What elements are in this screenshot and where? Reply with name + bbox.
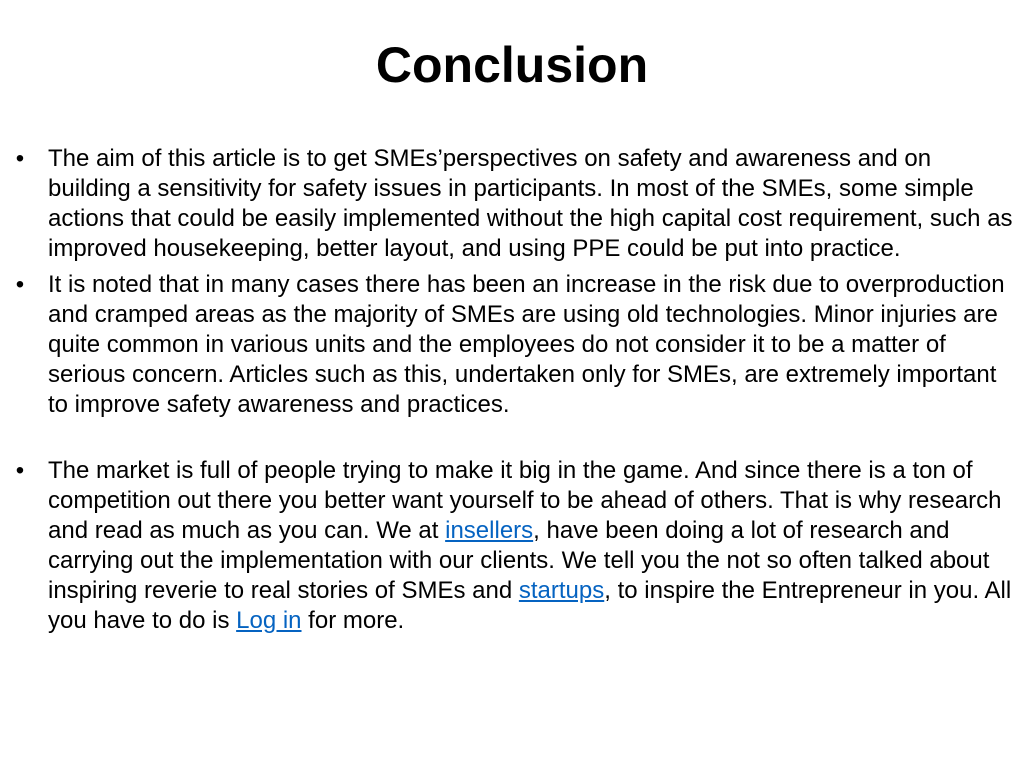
bullet-item-market xyxy=(10,456,1014,636)
bullet-item-risk xyxy=(10,270,1014,420)
log-in-link[interactable]: Log in xyxy=(236,607,302,634)
bullet-text-part: The market is full of people trying to make it big in the game. And since there is a ton of competition out there you better want yourself to be ahead of others. That is why research and read as much as you can. We at xyxy=(48,457,1002,544)
bullet-dot-icon: • xyxy=(15,271,25,298)
bullet-item-aim xyxy=(10,144,1014,264)
bullet-text-part: , have been doing a lot of research and carrying out the implementation with our clients. We tell you the not so often talked about inspiring reverie to real stories of SMEs and xyxy=(48,517,990,604)
bullet-dot-icon: • xyxy=(15,457,25,484)
bullet-text: It is noted that in many cases there has been an increase in the risk due to overproduction and cramped areas as the majority of SMEs are using old technologies. Minor injuries are quite common in various units and the employees do not consider it to be a matter of serious concern. Articles such as this, undertaken only for SMEs, are extremely important to improve safety awareness and practices. xyxy=(48,271,1005,418)
startups-link[interactable]: startups xyxy=(518,577,605,604)
bullet-text-part: , to inspire the Entrepreneur in you. All you have to do is xyxy=(48,577,1012,634)
slide-title: Conclusion xyxy=(375,37,649,93)
insellers-link[interactable]: insellers xyxy=(445,517,534,544)
bullet-text xyxy=(48,456,1014,636)
bullet-dot-icon: • xyxy=(15,145,25,172)
bullet-list xyxy=(10,144,1014,636)
bullet-text: The aim of this article is to get SMEs’perspectives on safety and awareness and on building a sensitivity for safety issues in participants. In most of the SMEs, some simple actions that could be easily implemented without the high capital cost requirement, such as improved housekeeping, better layout, and using PPE could be put into practice. xyxy=(48,145,1013,262)
bullet-text-part: for more. xyxy=(301,607,405,634)
